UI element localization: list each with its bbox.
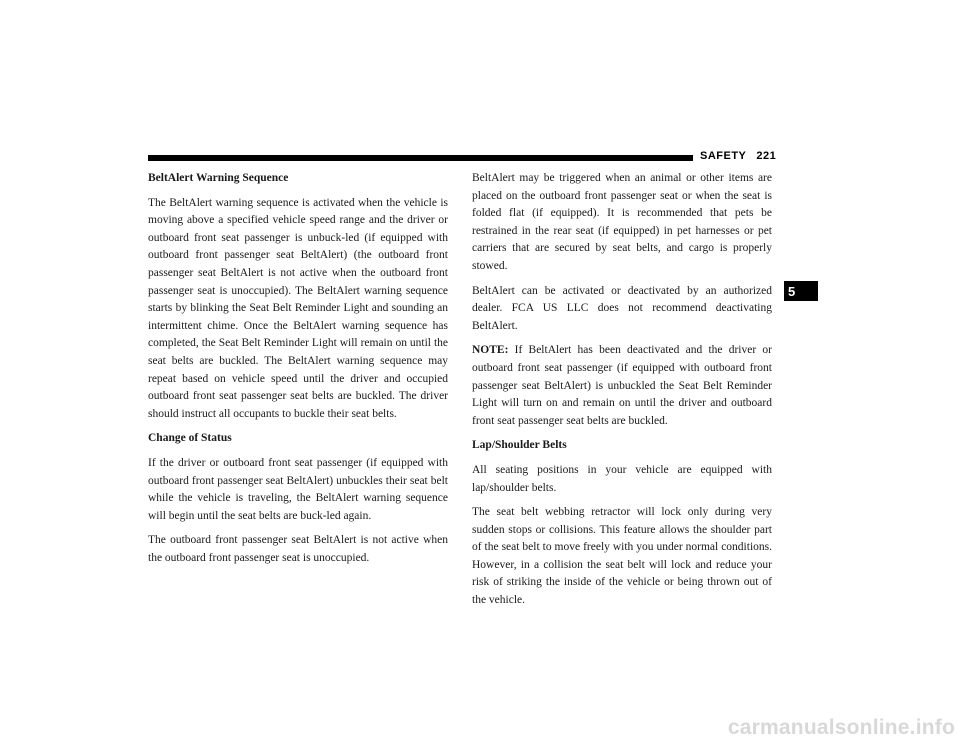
paragraph: If the driver or outboard front seat passenger (if equipped with outboard front passenger seat BeltAlert) unbuckles their seat belt while the vehicle is traveling, the BeltAlert warning sequence will begin until the seat belts are buck-led again. — [148, 456, 448, 522]
note-text: If BeltAlert has been deactivated and the driver or outboard front seat passenger (if equipped with outboard front passenger seat BeltAlert) is unbuckled the Seat Belt Reminder Light will turn on and remain on until the driver and outboard front seat passenger seat belts are buckled. — [472, 344, 772, 427]
note-label: NOTE: — [472, 344, 509, 357]
paragraph: All seating positions in your vehicle are equipped with lap/shoulder belts. — [472, 463, 772, 494]
running-header — [700, 150, 790, 162]
note-paragraph — [472, 342, 772, 430]
section-title: SAFETY — [700, 150, 747, 162]
left-column — [148, 170, 448, 574]
paragraph: BeltAlert can be activated or deactivated by an authorized dealer. FCA US LLC does not recommend deactivating BeltAlert. — [472, 284, 772, 332]
footer-watermark[interactable]: carmanualsonline.info — [727, 716, 955, 739]
paragraph: The BeltAlert warning sequence is activated when the vehicle is moving above a specified vehicle speed range and the driver or outboard front seat passenger is unbuck-led (if equipped with outboard front passenger seat BeltAlert) (the outboard front passenger seat BeltAlert is not active when the outboard front passenger seat is unoccupied). The BeltAlert warning sequence starts by blinking the Seat Belt Reminder Light and sounding an intermittent chime. Once the BeltAlert warning sequence has completed, the Seat Belt Reminder Light will remain on until the seat belts are buckled. The BeltAlert warning sequence may repeat based on vehicle speed until the driver and occupied outboard front seat passenger seat belts are buckled. The driver should instruct all occupants to buckle their seat belts. — [148, 196, 448, 420]
header-rule — [148, 155, 693, 161]
paragraph: The outboard front passenger seat BeltAlert is not active when the outboard front passenger seat is unoccupied. — [148, 534, 448, 564]
chapter-tab: 5 — [784, 281, 818, 301]
section-heading-lap-shoulder-belts: Lap/Shoulder Belts — [472, 439, 567, 452]
section-heading-beltalert-warning-sequence: BeltAlert Warning Sequence — [148, 172, 289, 184]
paragraph: BeltAlert may be triggered when an animal or other items are placed on the outboard front passenger seat or when the seat is folded flat (if equipped). It is recommended that pets be restrained in the rear seat (if equipped) in pet harnesses or pet carriers that are secured by seat belts, and cargo is properly stowed. — [472, 172, 772, 272]
section-heading-change-of-status: Change of Status — [148, 432, 232, 445]
right-column — [472, 170, 772, 617]
paragraph: The seat belt webbing retractor will lock only during very sudden stops or collisions. This feature allows the shoulder part of the seat belt to move freely with you under normal conditions. However, in a collision the seat belt will lock and reduce your risk of striking the inside of the vehicle or being thrown out of the vehicle. — [472, 506, 772, 607]
page-number: 221 — [756, 150, 777, 162]
